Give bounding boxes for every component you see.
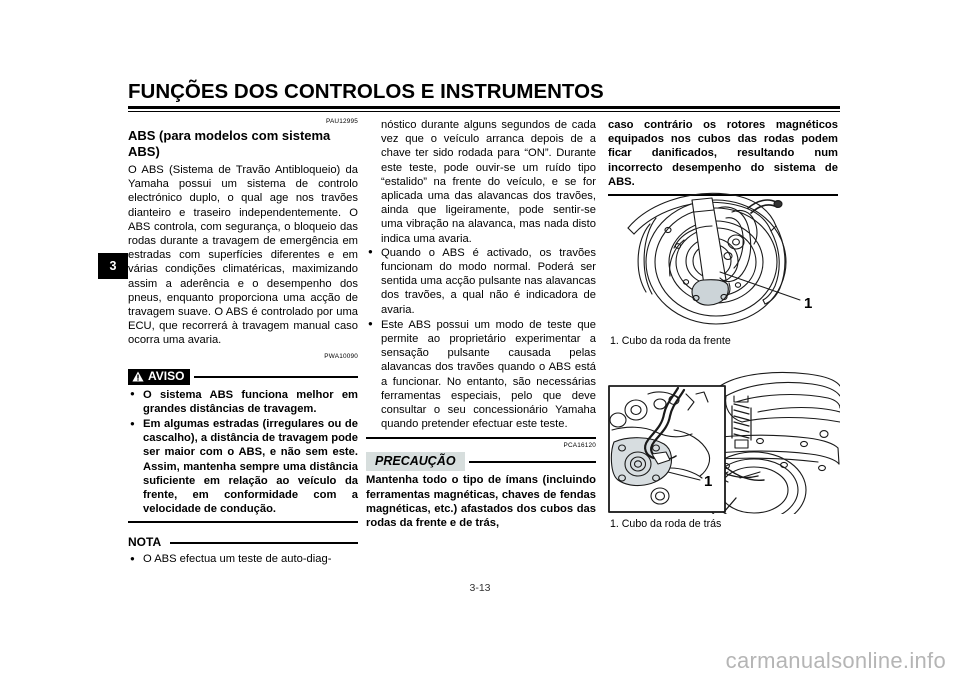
caution-header bbox=[366, 452, 596, 471]
title-rule-thin bbox=[128, 111, 840, 112]
title-rule-thick bbox=[128, 106, 840, 109]
page-title: FUNÇÕES DOS CONTROLOS E INSTRUMENTOS bbox=[128, 80, 604, 103]
page-number: 3-13 bbox=[469, 582, 491, 594]
svg-text:1: 1 bbox=[804, 295, 813, 312]
note-continuation-paragraph: nóstico durante alguns segundos de cada vez que o veículo arranca depois de a chave ter sido rodada para “ON”. Durante este teste, pode ouvir-se um ruído tipo “estalido” na frente do veículo, e se for aplicada uma das alavancas dos travões, ainda que ligeiramente, pode sentir-se uma vibração na alavanca, mas nada disto indica uma avaria. bbox=[381, 119, 596, 245]
note-list bbox=[128, 552, 358, 566]
warning-header bbox=[128, 369, 358, 385]
warning-triangle-icon bbox=[132, 371, 144, 382]
list-item: ● O ABS efectua um teste de auto-diag- bbox=[128, 552, 358, 566]
column-two bbox=[366, 118, 596, 530]
warning-label: AVISO bbox=[148, 368, 185, 383]
warning-badge bbox=[128, 369, 190, 385]
front-wheel-hub-figure bbox=[608, 182, 840, 330]
caution-paragraph: Mantenha todo o tipo de ímans (incluindo ferramentas magnéticas, chaves de fendas magnéticas, etc.) afastados dos cubos das rodas da frente e de trás, bbox=[366, 474, 596, 530]
note-label: NOTA bbox=[128, 535, 162, 550]
warning-list bbox=[128, 388, 358, 517]
rear-wheel-hub-caption: 1. Cubo da roda de trás bbox=[610, 518, 722, 530]
list-item: ● Em algumas estradas (irregulares ou de cascalho), a distância de travagem pode ser maior com o ABS, e não sem este. Assim, mantenha sempre uma distância suficiente em relação ao veículo da frente, em conformidade com a velocidade de condução. bbox=[128, 417, 358, 516]
list-item: ● O sistema ABS funciona melhor em grandes distâncias de travagem. bbox=[128, 388, 358, 416]
warning-rule bbox=[194, 376, 358, 378]
chapter-tab: 3 bbox=[98, 253, 128, 279]
reference-code-pau: PAU12995 bbox=[325, 118, 358, 125]
caution-continuation-paragraph: caso contrário os rotores magnéticos equipados nos cubos das rodas podem ficar danificados, resultando num incorrecto desempenho do sistema de ABS. bbox=[608, 119, 838, 188]
reference-code-pwa: PWA10090 bbox=[324, 352, 358, 360]
list-item: ● Quando o ABS é activado, os travões funcionam do modo normal. Poderá ser sentida uma acção pulsante nas alavancas dos travões, a qual não é indicadora de avaria. bbox=[366, 246, 596, 317]
section-heading-abs: ABS (para modelos com sistema ABS) bbox=[128, 128, 331, 159]
note-header bbox=[128, 536, 358, 549]
column-one bbox=[128, 118, 358, 568]
warning-bottom-rule bbox=[128, 521, 358, 523]
note-list-continued bbox=[366, 246, 596, 432]
list-item: ● Este ABS possui um modo de teste que permite ao proprietário experimentar a sensação pulsante causada pelas alavancas dos travões quando o ABS está a funcionar. No entanto, são necessárias ferramentas especiais, pelo que deve consultar o seu concessionário Yamaha quando pretender efectuar este teste. bbox=[366, 318, 596, 432]
note-rule bbox=[170, 542, 358, 544]
rear-wheel-hub-figure bbox=[608, 368, 840, 514]
reference-code-pca: PCA16120 bbox=[563, 442, 596, 450]
site-watermark: carmanualsonline.info bbox=[725, 648, 946, 673]
caution-badge: PRECAUÇÃO bbox=[366, 452, 465, 471]
abs-description-paragraph: O ABS (Sistema de Travão Antibloqueio) da Yamaha possui um sistema de controlo electrónico duplo, o qual age nos travões dianteiro e traseiro independentemente. O ABS controla, com segurança, o bloqueio das rodas durante a travagem de emergência em estradas com superfícies diferentes e em várias condições climatéricas, maximizando assim a aderência e o desempenho dos pneus, enquanto proporciona uma acção de travagem suave. O ABS é controlado por uma ECU, que recorrerá à travagem manual caso ocorra uma avaria. bbox=[128, 164, 358, 347]
front-wheel-hub-caption: 1. Cubo da roda da frente bbox=[610, 335, 731, 347]
note-bottom-rule bbox=[366, 437, 596, 439]
svg-text:1: 1 bbox=[704, 473, 713, 490]
caution-rule bbox=[469, 461, 596, 463]
